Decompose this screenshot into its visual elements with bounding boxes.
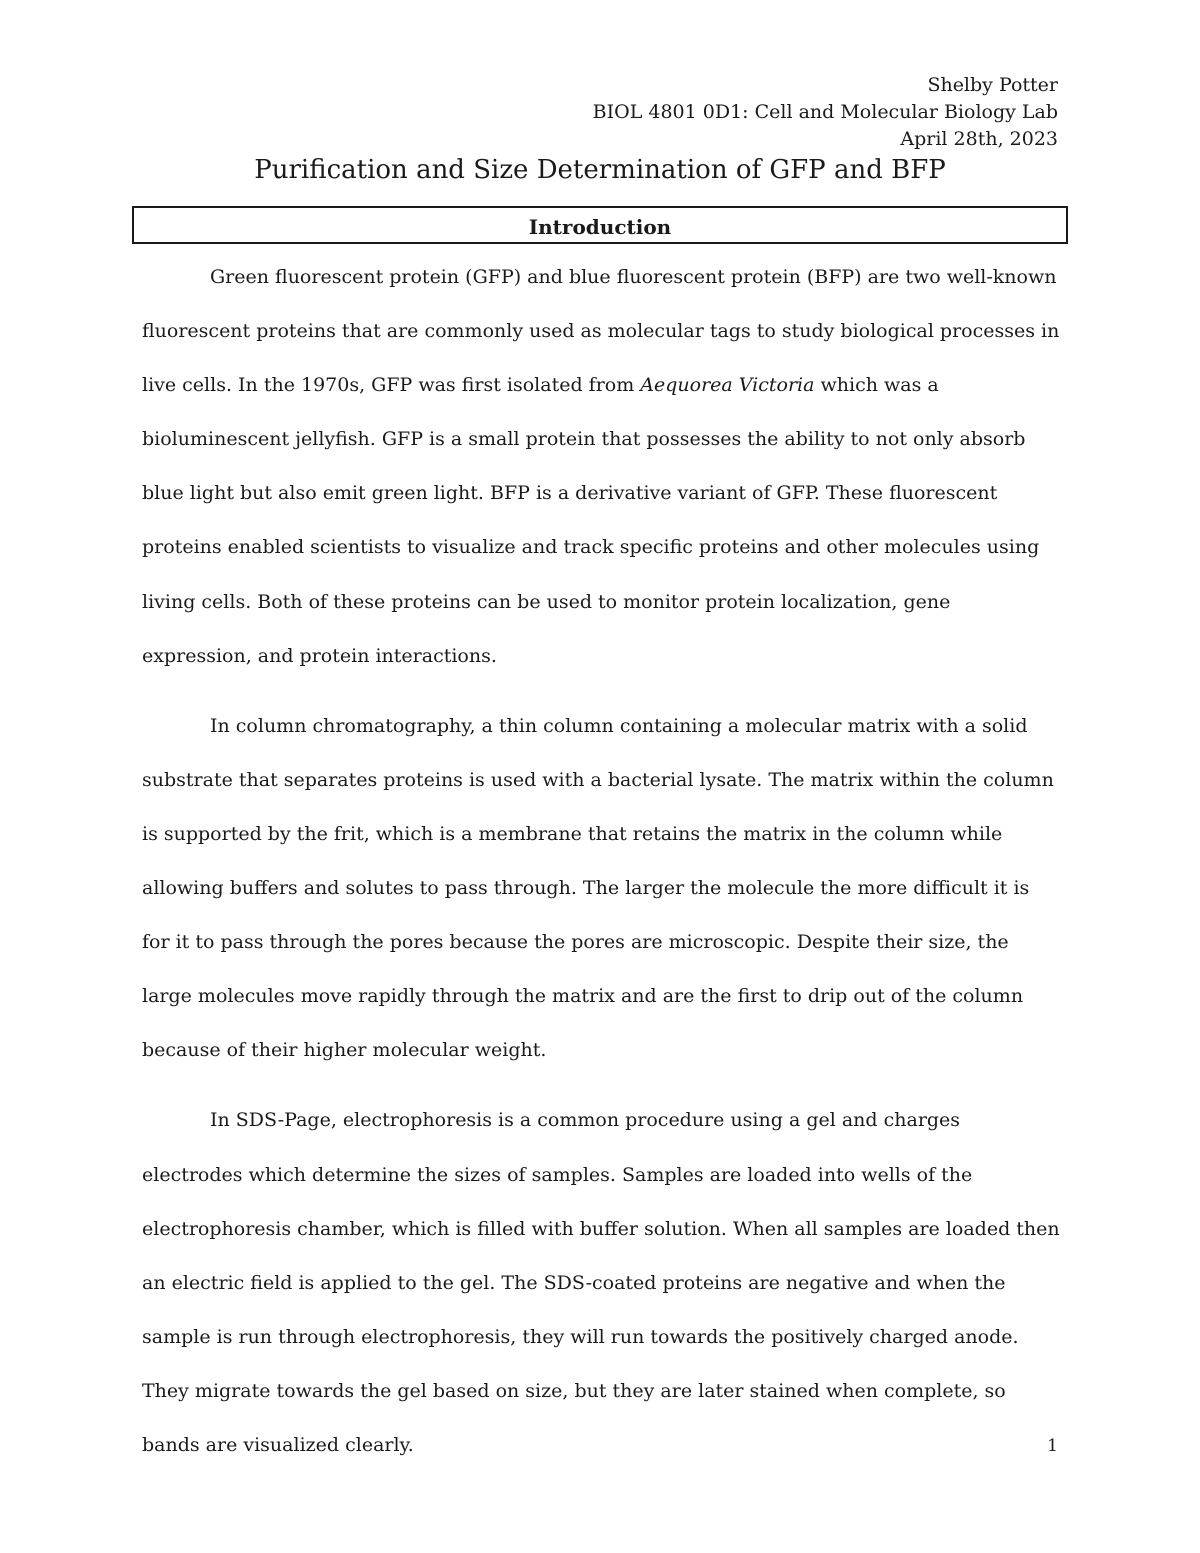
paragraph-1-text-start: Green fluorescent protein (GFP) and blue fluorescent protein (BFP) are two well-known fluorescent proteins that are commonly used as molecular tags to study biological processes in live cells. In the 1970s, GFP was first isolated from xyxy=(142,266,1060,397)
paragraph-3: In SDS-Page, electrophoresis is a common procedure using a gel and charges electrodes which determine the sizes of samples. Samples are loaded into wells of the electrophoresis chamber, which is filled with buffer solution. When all samples are loaded then an electric field is applied to the gel. The SDS-coated proteins are negative and when the sample is run through electrophoresis, they will run towards the positively charged anode. They migrate towards the gel based on size, but they are later stained when complete, so bands are visualized clearly. xyxy=(142,1109,1060,1456)
document-date: April 28th, 2023 xyxy=(900,128,1058,150)
author-name: Shelby Potter xyxy=(927,74,1058,96)
section-heading: Introduction xyxy=(528,215,672,239)
section-heading-box xyxy=(132,206,1068,244)
paragraph-1-text-end: which was a bioluminescent jellyfish. GFP is a small protein that possesses the ability to not only absorb blue light but also emit green light. BFP is a derivative variant of GFP. These fluorescent proteins enabled scientists to visualize and track specific proteins and other molecules using living cells. Both of these proteins can be used to monitor protein localization, gene expression, and protein interactions. xyxy=(142,374,1040,667)
course-name: BIOL 4801 0D1: Cell and Molecular Biology Lab xyxy=(592,101,1058,123)
page-number: 1 xyxy=(1047,1436,1058,1456)
document-body xyxy=(142,250,1062,1472)
species-name: Aequorea Victoria xyxy=(640,374,815,397)
paragraph-1 xyxy=(142,250,1062,683)
document-title: Purification and Size Determination of GFP and BFP xyxy=(254,155,946,185)
document-header xyxy=(593,72,1058,153)
paragraph-2: In column chromatography, a thin column containing a molecular matrix with a solid substrate that separates proteins is used with a bacterial lysate. The matrix within the column is supported by the frit, which is a membrane that retains the matrix in the column while allowing buffers and solutes to pass through. The larger the molecule the more difficult it is for it to pass through the pores because the pores are microscopic. Despite their size, the large molecules move rapidly through the matrix and are the first to drip out of the column because of their higher molecular weight. xyxy=(142,714,1054,1062)
